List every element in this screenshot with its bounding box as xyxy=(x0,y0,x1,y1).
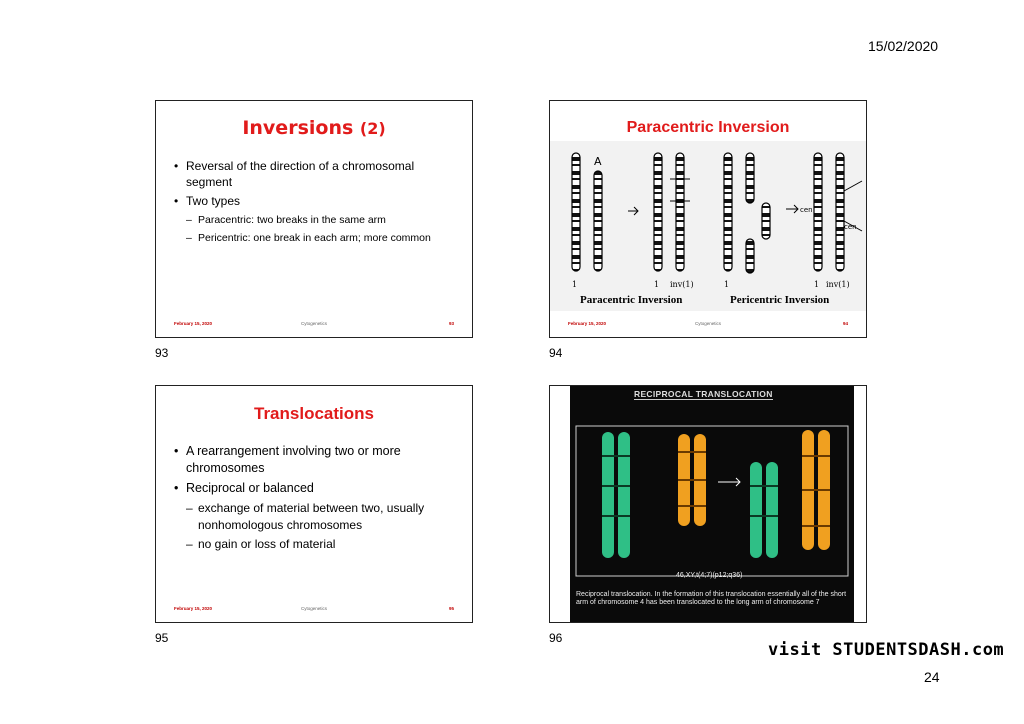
footer-date: February 15, 2020 xyxy=(174,321,213,326)
slide-number: 94 xyxy=(549,346,563,360)
caption-pericentric: Pericentric Inversion xyxy=(730,294,830,306)
footer-center: Cytogenetics xyxy=(300,606,327,611)
bullet-item: • Two types xyxy=(174,193,458,209)
slide-footer xyxy=(174,321,454,329)
page-number: 24 xyxy=(924,669,940,685)
chromosome xyxy=(836,153,844,271)
inversion-diagram xyxy=(550,141,866,311)
chromosome xyxy=(762,203,770,239)
chromosome xyxy=(750,462,762,558)
slide-94 xyxy=(549,100,867,338)
footer-date: February 15, 2020 xyxy=(174,606,213,611)
figure-heading: RECIPROCAL TRANSLOCATION xyxy=(634,389,773,399)
slide-93 xyxy=(155,100,473,338)
karyotype-drawing xyxy=(570,386,854,623)
title-text: Inversions xyxy=(242,117,354,139)
label-one: 1 xyxy=(572,280,578,289)
chromosome xyxy=(814,153,822,271)
chromosome xyxy=(724,153,732,271)
karyotype-label: 46,XY,t(4;7)(p12;q36) xyxy=(676,572,743,579)
sub-bullet-item: – Paracentric: two breaks in the same arm xyxy=(174,212,458,228)
title-suffix: (2) xyxy=(359,119,386,138)
slide-number: 93 xyxy=(155,346,169,360)
label-one: 1 xyxy=(814,280,820,289)
label-cen: cen xyxy=(844,223,857,231)
slide-number: 96 xyxy=(549,631,563,645)
watermark: visit STUDENTSDASH.com xyxy=(768,640,1005,660)
bullet-item: • A rearrangement involving two or more chromosomes xyxy=(174,443,458,477)
chromosome xyxy=(618,432,630,558)
slide-title: Translocations xyxy=(254,404,374,423)
label-inv: inv(1) xyxy=(670,280,694,289)
footer-number: 94 xyxy=(842,321,848,326)
chromosome xyxy=(572,153,580,271)
chromosome xyxy=(766,462,778,558)
footer-number: 93 xyxy=(448,321,454,326)
chromosome xyxy=(594,171,602,271)
footer-date: February 15, 2020 xyxy=(568,321,607,326)
slide-number: 95 xyxy=(155,631,169,645)
footer-center: Cytogenetics xyxy=(694,321,721,326)
arrow-icon xyxy=(786,205,798,213)
figure-caption: Reciprocal translocation. In the formation of this translocation essentially all of the short arm of chromosome 4 has been translocated to the long arm of chromosome 7 xyxy=(576,591,847,606)
bullet-item: • Reciprocal or balanced xyxy=(174,480,458,497)
chromosome xyxy=(746,239,754,273)
chromosome xyxy=(654,153,662,271)
bullet-list xyxy=(174,158,458,248)
sub-bullet-item: – no gain or loss of material xyxy=(174,536,458,553)
page-date: 15/02/2020 xyxy=(868,38,939,54)
slide-96 xyxy=(549,385,867,623)
footer-center: Cytogenetics xyxy=(300,321,327,326)
label-one: 1 xyxy=(724,280,730,289)
sub-bullet-item: – exchange of material between two, usually nonhomologous chromosomes xyxy=(174,500,458,534)
chromosome xyxy=(676,153,684,271)
slide-title xyxy=(156,117,472,139)
label-inv: inv(1) xyxy=(826,280,850,289)
slide-footer xyxy=(568,321,848,329)
caption-paracentric: Paracentric Inversion xyxy=(580,294,683,306)
pointer-line xyxy=(844,181,862,191)
arrow-icon xyxy=(718,478,740,486)
label-cen: cen xyxy=(800,206,813,214)
label-a: A xyxy=(594,155,602,168)
sub-bullet-item: – Pericentric: one break in each arm; more common xyxy=(174,230,458,246)
bullet-list xyxy=(174,443,458,555)
slide-footer xyxy=(174,606,454,614)
arrow-icon xyxy=(628,207,638,215)
chromosome xyxy=(746,153,754,203)
footer-number: 95 xyxy=(448,606,454,611)
chromosome xyxy=(602,432,614,558)
slide-title: Paracentric Inversion xyxy=(626,119,790,136)
translocation-photo xyxy=(570,386,854,623)
slide-95 xyxy=(155,385,473,623)
bullet-item: • Reversal of the direction of a chromosomal segment xyxy=(174,158,458,190)
label-one: 1 xyxy=(654,280,660,289)
chromosome-drawing xyxy=(550,141,866,311)
